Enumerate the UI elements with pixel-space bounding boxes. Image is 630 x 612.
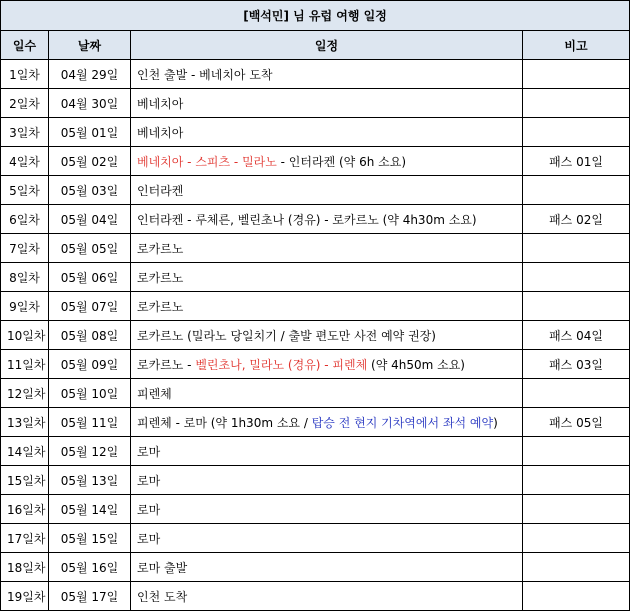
date-cell[interactable]: 05월 10일: [49, 379, 131, 408]
note-cell[interactable]: 패스 04일: [523, 321, 630, 350]
date-cell[interactable]: 04월 29일: [49, 60, 131, 89]
schedule-cell[interactable]: [131, 553, 523, 582]
day-cell[interactable]: 8일차: [1, 263, 49, 292]
date-cell[interactable]: 05월 07일: [49, 292, 131, 321]
header-date: 날짜: [49, 31, 131, 60]
table-row: [1, 350, 630, 379]
schedule-cell[interactable]: [131, 350, 523, 379]
day-cell[interactable]: 17일차: [1, 524, 49, 553]
date-cell[interactable]: 05월 04일: [49, 205, 131, 234]
schedule-text: 로마 출발: [137, 560, 188, 575]
schedule-text: 인터라켄: [137, 183, 184, 198]
table-row: [1, 205, 630, 234]
note-cell[interactable]: [523, 495, 630, 524]
day-cell[interactable]: 9일차: [1, 292, 49, 321]
table-row: [1, 524, 630, 553]
date-cell[interactable]: 05월 11일: [49, 408, 131, 437]
date-cell[interactable]: 05월 12일: [49, 437, 131, 466]
day-cell[interactable]: 12일차: [1, 379, 49, 408]
schedule-text: 인천 도착: [137, 589, 188, 604]
note-cell[interactable]: [523, 118, 630, 147]
table-row: [1, 437, 630, 466]
note-cell[interactable]: [523, 60, 630, 89]
day-cell[interactable]: 15일차: [1, 466, 49, 495]
note-cell[interactable]: 패스 02일: [523, 205, 630, 234]
note-cell[interactable]: [523, 437, 630, 466]
schedule-cell[interactable]: [131, 292, 523, 321]
table-row: [1, 321, 630, 350]
date-cell[interactable]: 05월 08일: [49, 321, 131, 350]
note-cell[interactable]: [523, 466, 630, 495]
note-cell[interactable]: [523, 524, 630, 553]
date-cell[interactable]: 05월 17일: [49, 582, 131, 611]
header-day: 일수: [1, 31, 49, 60]
date-cell[interactable]: 05월 16일: [49, 553, 131, 582]
schedule-text: 로마: [137, 444, 161, 459]
table-row: [1, 234, 630, 263]
day-cell[interactable]: 1일차: [1, 60, 49, 89]
schedule-cell[interactable]: [131, 263, 523, 292]
schedule-text: 피렌체 - 로마 (약 1h30m 소요 /: [137, 415, 312, 430]
schedule-cell[interactable]: [131, 437, 523, 466]
schedule-text: 로카르노: [137, 241, 184, 256]
table-title: [백석민] 님 유럽 여행 일정: [1, 1, 630, 31]
date-cell[interactable]: 05월 13일: [49, 466, 131, 495]
date-cell[interactable]: 05월 05일: [49, 234, 131, 263]
schedule-text: 로카르노: [137, 270, 184, 285]
note-cell[interactable]: 패스 01일: [523, 147, 630, 176]
schedule-text: 탑승 전 현지 기차역에서 좌석 예약: [311, 415, 494, 430]
schedule-text: 피렌체: [137, 386, 172, 401]
note-cell[interactable]: [523, 234, 630, 263]
table-row: [1, 263, 630, 292]
schedule-cell[interactable]: [131, 147, 523, 176]
day-cell[interactable]: 18일차: [1, 553, 49, 582]
table-row: [1, 408, 630, 437]
note-cell[interactable]: [523, 553, 630, 582]
day-cell[interactable]: 3일차: [1, 118, 49, 147]
table-row: [1, 89, 630, 118]
schedule-text: (약 4h50m 소요): [367, 357, 465, 372]
schedule-text: - 인터라켄 (약 6h 소요): [276, 154, 406, 169]
schedule-text: 인터라켄 - 루체른, 벨린초나 (경유) - 로카르노 (약 4h30m 소요): [137, 212, 477, 227]
schedule-cell[interactable]: [131, 379, 523, 408]
day-cell[interactable]: 5일차: [1, 176, 49, 205]
date-cell[interactable]: 05월 01일: [49, 118, 131, 147]
schedule-text: 로마: [137, 531, 161, 546]
date-cell[interactable]: 05월 06일: [49, 263, 131, 292]
date-cell[interactable]: 05월 03일: [49, 176, 131, 205]
table-row: [1, 60, 630, 89]
schedule-text: 로카르노 (밀라노 당일치기 / 출발 편도만 사전 예약 권장): [137, 328, 436, 343]
schedule-cell[interactable]: [131, 234, 523, 263]
note-cell[interactable]: [523, 263, 630, 292]
schedule-cell[interactable]: [131, 495, 523, 524]
date-cell[interactable]: 04월 30일: [49, 89, 131, 118]
schedule-text: 벨린초나, 밀라노 (경유) - 피렌체: [195, 357, 368, 372]
schedule-text: 베네치아 - 스피츠 - 밀라노: [137, 154, 277, 169]
schedule-text: 로카르노 -: [137, 357, 196, 372]
note-cell[interactable]: [523, 379, 630, 408]
note-cell[interactable]: [523, 176, 630, 205]
schedule-cell[interactable]: [131, 582, 523, 611]
header-note: 비고: [523, 31, 630, 60]
day-cell[interactable]: 19일차: [1, 582, 49, 611]
schedule-cell[interactable]: [131, 205, 523, 234]
schedule-cell[interactable]: [131, 60, 523, 89]
day-cell[interactable]: 11일차: [1, 350, 49, 379]
day-cell[interactable]: 13일차: [1, 408, 49, 437]
date-cell[interactable]: 05월 02일: [49, 147, 131, 176]
table-row: [1, 553, 630, 582]
day-cell[interactable]: 6일차: [1, 205, 49, 234]
schedule-text: ): [493, 415, 498, 430]
note-cell[interactable]: 패스 03일: [523, 350, 630, 379]
date-cell[interactable]: 05월 09일: [49, 350, 131, 379]
table-row: [1, 176, 630, 205]
schedule-cell[interactable]: [131, 408, 523, 437]
schedule-cell[interactable]: [131, 176, 523, 205]
schedule-text: 베네치아: [137, 96, 184, 111]
itinerary-rows: [1, 60, 630, 611]
schedule-text: 로마: [137, 502, 161, 517]
table-row: [1, 147, 630, 176]
table-row: [1, 495, 630, 524]
day-cell[interactable]: 10일차: [1, 321, 49, 350]
schedule-text: 로카르노: [137, 299, 184, 314]
note-cell[interactable]: [523, 89, 630, 118]
schedule-cell[interactable]: [131, 524, 523, 553]
table-row: [1, 292, 630, 321]
note-cell[interactable]: 패스 05일: [523, 408, 630, 437]
date-cell[interactable]: 05월 15일: [49, 524, 131, 553]
table-row: [1, 118, 630, 147]
schedule-cell[interactable]: [131, 118, 523, 147]
schedule-cell[interactable]: [131, 466, 523, 495]
schedule-cell[interactable]: [131, 89, 523, 118]
header-row: [1, 31, 630, 60]
day-cell[interactable]: 16일차: [1, 495, 49, 524]
day-cell[interactable]: 14일차: [1, 437, 49, 466]
table-row: [1, 582, 630, 611]
table-row: [1, 379, 630, 408]
schedule-text: 인천 출발 - 베네치아 도착: [137, 67, 273, 82]
note-cell[interactable]: [523, 582, 630, 611]
table-row: [1, 466, 630, 495]
schedule-cell[interactable]: [131, 321, 523, 350]
title-row: [1, 1, 630, 31]
header-schedule: 일정: [131, 31, 523, 60]
schedule-text: 베네치아: [137, 125, 184, 140]
day-cell[interactable]: 4일차: [1, 147, 49, 176]
note-cell[interactable]: [523, 292, 630, 321]
day-cell[interactable]: 7일차: [1, 234, 49, 263]
day-cell[interactable]: 2일차: [1, 89, 49, 118]
date-cell[interactable]: 05월 14일: [49, 495, 131, 524]
schedule-text: 로마: [137, 473, 161, 488]
